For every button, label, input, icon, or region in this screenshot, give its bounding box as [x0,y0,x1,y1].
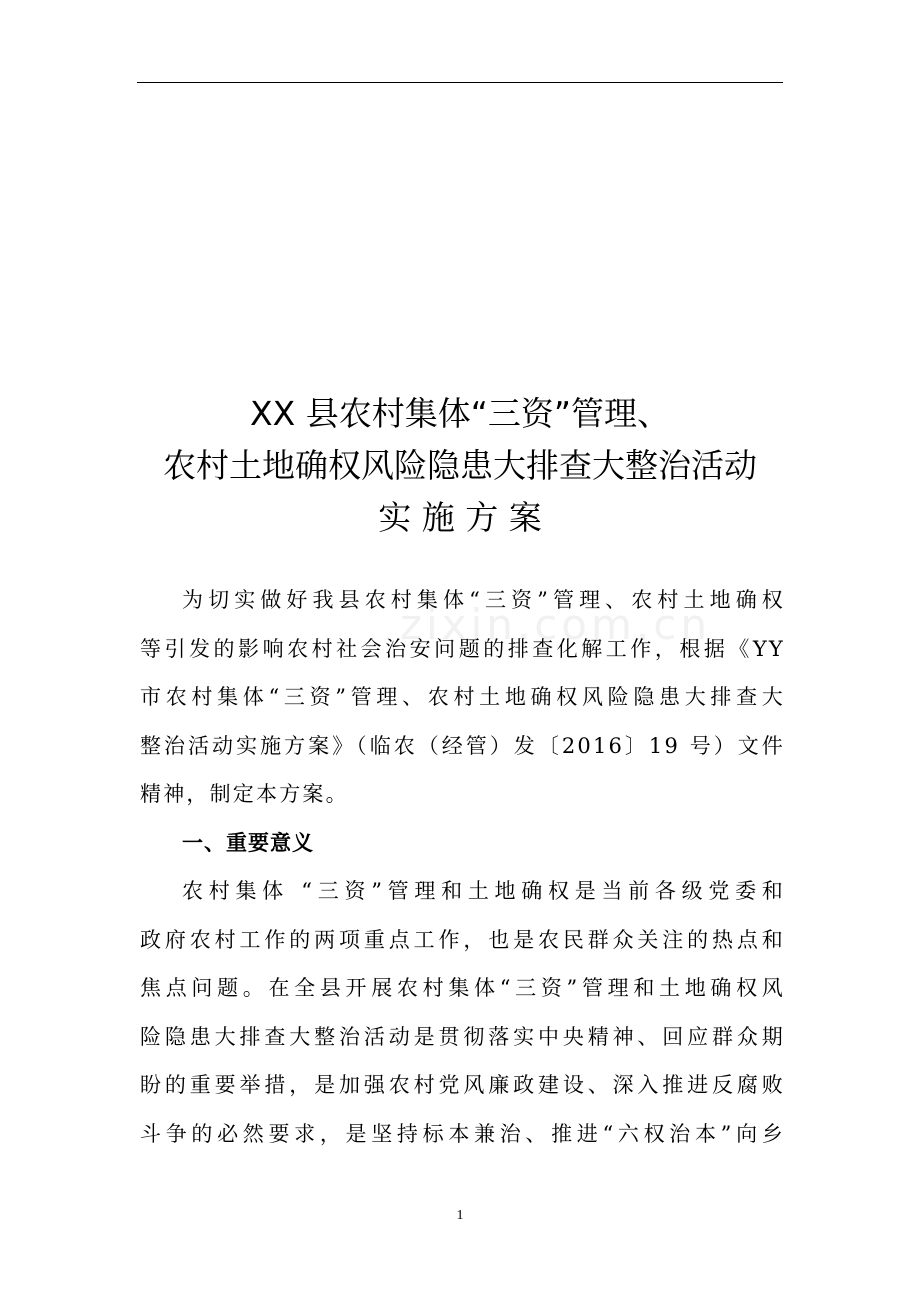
document-body [140,576,785,1158]
section-heading: 一、重要意义 [182,830,314,855]
page-number: 1 [456,1208,464,1223]
title-line-1: XX 县农村集体“三资”管理、 [250,394,670,433]
header-rule [137,82,783,83]
intro-line-3: 市农村集体“三资”管理、农村土地确权风险隐患大排查大 [140,685,785,709]
title-line-3: 实 施 方 案 [378,498,542,537]
section1-line-5: 盼的重要举措，是加强农村党风廉政建设、深入推进反腐败 [140,1073,785,1097]
intro-line-2: 等引发的影响农村社会治安问题的排查化解工作，根据《YY [140,636,785,661]
section1-line-6: 斗争的必然要求，是坚持标本兼治、推进“六权治本”向乡 [140,1121,785,1146]
intro-line-1: 为切实做好我县农村集体“三资”管理、农村土地确权 [182,588,785,612]
section1-paragraph [140,867,785,1158]
section1-line-3: 焦点问题。在全县开展农村集体“三资”管理和土地确权风 [140,976,785,1000]
intro-line-4: 整治活动实施方案》（临农（经管）发〔2016〕19 号）文件 [140,733,785,758]
title-line-2: 农村土地确权风险隐患大排查大整治活动 [163,446,757,485]
section1-line-1: 农村集体 “三资”管理和土地确权是当前各级党委和 [182,879,785,903]
section1-line-2: 政府农村工作的两项重点工作，也是农民群众关注的热点和 [140,927,785,952]
intro-paragraph [140,576,785,819]
section1-line-4: 险隐患大排查大整治活动是贯彻落实中央精神、回应群众期 [140,1024,785,1049]
intro-line-5: 精神，制定本方案。 [140,782,349,806]
document-title [100,388,820,544]
watermark: zixin.com.cn [400,600,711,649]
